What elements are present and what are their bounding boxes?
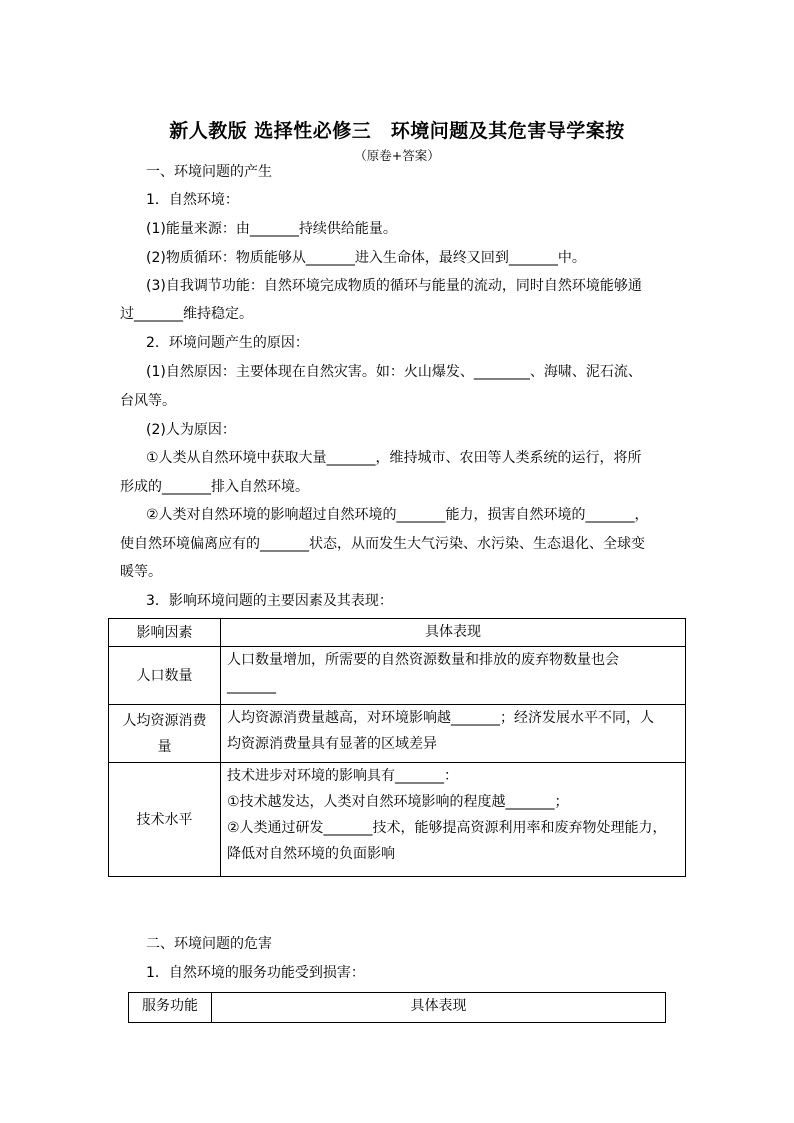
table-header-cell: 服务功能 xyxy=(129,993,212,1023)
item-2-human-title: (2)人为原因： xyxy=(146,422,236,438)
factor-cell xyxy=(109,763,221,877)
description-line: 人均资源消费量越高，对环境影响越_______；经济发展水平不同，人 xyxy=(227,710,654,726)
item-2-human-2-line1: ②人类对自然环境的影响超过自然环境的_______能力，损害自然环境的_______， xyxy=(146,507,649,523)
item-1-energy: (1)能量来源：由_______持续供给能量。 xyxy=(146,221,397,237)
table-header-row xyxy=(109,619,686,647)
description-line: ②人类通过研发_______技术，能够提高资源利用率和废弃物处理能力， xyxy=(227,820,667,836)
section-2-heading: 二、环境问题的危害 xyxy=(146,936,272,952)
item-2-human-2-line2: 使自然环境偏离应有的_______状态，从而发生大气污染、水污染、生态退化、全球变 xyxy=(120,536,645,552)
description-line: _______ xyxy=(227,678,276,694)
factor-text: 人均资源消费 xyxy=(122,712,207,729)
item-1-title: 1．自然环境： xyxy=(146,192,239,208)
item-1-material-cycle: (2)物质循环：物质能够从_______进入生命体，最终又回到_______中。 xyxy=(146,250,586,266)
table-header-cell: 具体表现 xyxy=(221,619,686,647)
item-2-human-2-line3: 暖等。 xyxy=(120,564,162,580)
item-2-human-1-line1: ①人类从自然环境中获取大量_______，维持城市、农田等人类系统的运行，将所 xyxy=(146,450,642,466)
table-header-cell: 具体表现 xyxy=(212,993,666,1023)
item-2-natural-line1: (1)自然原因：主要体现在自然灾害。如：火山爆发、________、海啸、泥石流、 xyxy=(146,364,642,380)
factor-text: 人口数量 xyxy=(136,667,193,684)
factor-cell xyxy=(109,647,221,705)
factor-text: 技术水平 xyxy=(136,811,193,828)
item-2-natural-line2: 台风等。 xyxy=(120,393,176,409)
item-2-title: 2．环境问题产生的原因： xyxy=(146,335,309,351)
factor-text: 量 xyxy=(157,738,172,755)
table-row xyxy=(109,647,686,705)
item-3-title: 3．影响环境问题的主要因素及其表现： xyxy=(146,593,393,609)
description-cell xyxy=(221,705,686,763)
factors-table xyxy=(108,618,686,877)
table-row xyxy=(109,763,686,877)
description-line: 技术进步对环境的影响具有_______： xyxy=(227,768,458,784)
section-2-item-1-title: 1．自然环境的服务功能受到损害： xyxy=(146,965,365,981)
description-line: 降低对自然环境的负面影响 xyxy=(227,846,395,862)
service-function-table xyxy=(128,992,666,1023)
page-subtitle: （原卷+答案） xyxy=(354,148,440,163)
description-cell xyxy=(221,647,686,705)
description-cell xyxy=(221,763,686,877)
description-line: 人口数量增加，所需要的自然资源数量和排放的废弃物数量也会 xyxy=(227,652,619,668)
item-2-human-1-line2: 形成的_______排入自然环境。 xyxy=(120,479,309,495)
table-row xyxy=(109,705,686,763)
section-1-heading: 一、环境问题的产生 xyxy=(146,164,272,180)
table-header-cell: 影响因素 xyxy=(109,619,221,647)
description-line: ①技术越发达，人类对自然环境影响的程度越_______； xyxy=(227,794,569,810)
page-title: 新人教版 选择性必修三 环境问题及其危害导学案按 xyxy=(169,120,625,142)
item-1-self-regulation-line2: 过_______维持稳定。 xyxy=(120,306,253,322)
description-line: 均资源消费量具有显著的区域差异 xyxy=(227,736,437,752)
table-header-row xyxy=(129,993,666,1023)
item-1-self-regulation-line1: (3)自我调节功能：自然环境完成物质的循环与能量的流动，同时自然环境能够通 xyxy=(146,278,642,294)
factor-cell xyxy=(109,705,221,763)
